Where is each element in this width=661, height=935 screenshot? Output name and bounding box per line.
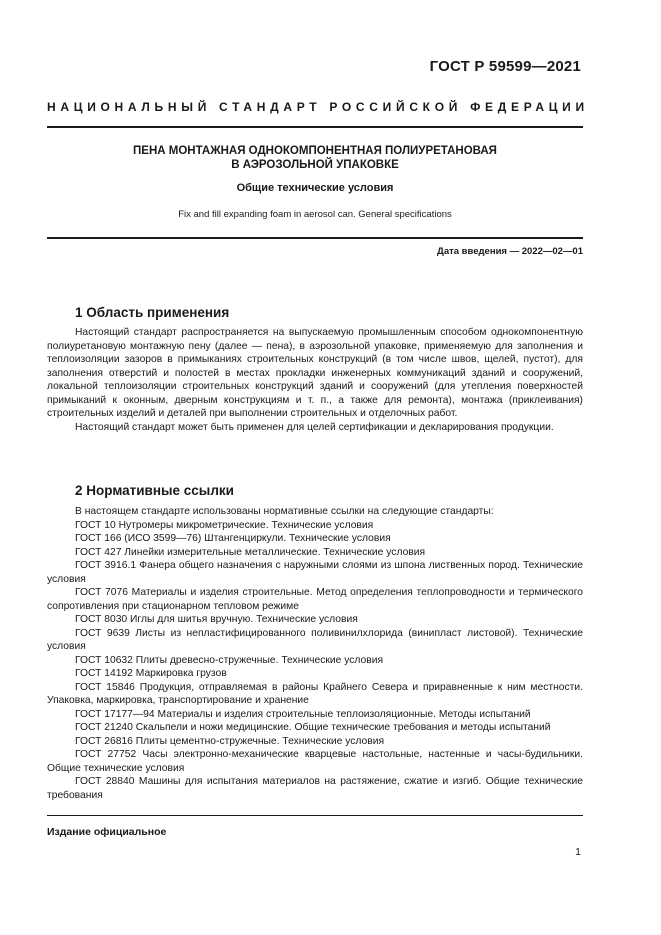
reference-item: ГОСТ 10632 Плиты древесно-стружечные. Технические условия	[75, 654, 384, 666]
middle-divider	[47, 237, 583, 239]
english-title: Fix and fill expanding foam in aerosol can. General specifications	[178, 209, 452, 220]
reference-item: ГОСТ 427 Линейки измерительные металлические. Технические условия	[75, 546, 426, 558]
reference-item: ГОСТ 10 Нутромеры микрометрические. Технические условия	[75, 519, 374, 531]
reference-item: ГОСТ 26816 Плиты цементно-стружечные. Технические условия	[75, 735, 385, 747]
section-2-heading: 2 Нормативные ссылки	[75, 483, 234, 498]
title-line-2: В АЭРОЗОЛЬНОЙ УПАКОВКЕ	[231, 159, 399, 171]
section-2-body	[47, 505, 583, 802]
section-1-heading: 1 Область применения	[75, 305, 230, 320]
document-number: ГОСТ Р 59599—2021	[429, 58, 581, 75]
reference-item: ГОСТ 17177—94 Материалы и изделия строительные теплоизоляционные. Методы испытаний	[75, 708, 531, 720]
document-title	[47, 144, 583, 172]
footer-divider	[47, 815, 583, 816]
reference-item: ГОСТ 166 (ИСО 3599—76) Штангенциркули. Технические условия	[75, 533, 391, 544]
reference-item: ГОСТ 14192 Маркировка грузов	[75, 668, 227, 679]
official-edition-label: Издание официальное	[47, 826, 167, 838]
top-divider	[47, 126, 583, 128]
reference-item: ГОСТ 15846 Продукция, отправляемая в районы Крайнего Севера и приравненные к ним местности. Упаковка, маркировка, транспортирование и хранение	[47, 681, 583, 706]
section-1-body	[47, 326, 583, 434]
reference-item: ГОСТ 3916.1 Фанера общего назначения с наружными слоями из шпона лиственных пород. Технические условия	[47, 560, 583, 585]
reference-item: ГОСТ 28840 Машины для испытания материалов на растяжение, сжатие и изгиб. Общие технические требования	[47, 776, 583, 801]
paragraph: Настоящий стандарт может быть применен для целей сертификации и декларирования продукции.	[75, 421, 554, 433]
document-subtitle: Общие технические условия	[236, 182, 394, 194]
reference-item: ГОСТ 8030 Иглы для шитья вручную. Технические условия	[75, 614, 358, 625]
page-number: 1	[575, 846, 581, 858]
paragraph: В настоящем стандарте использованы нормативные ссылки на следующие стандарты:	[75, 506, 494, 517]
national-standard-banner: НАЦИОНАЛЬНЫЙ СТАНДАРТ РОССИЙСКОЙ ФЕДЕРАЦИИ	[47, 100, 589, 114]
reference-item: ГОСТ 21240 Скальпели и ножи медицинские. Общие технические требования и методы испытаний	[75, 722, 551, 733]
reference-item: ГОСТ 27752 Часы электронно-механические кварцевые настольные, настенные и часы-будильники. Общие технические условия	[47, 749, 583, 774]
paragraph: Настоящий стандарт распространяется на выпускаемую промышленным способом однокомпонентную полиуретановую монтажную пену (далее — пена), в аэрозольной упаковке, применяемую для заполнения и теплоизоляции зазоров в примыканиях строительных конструкций (в том числе швов, щелей, пустот), для заполнения отверстий и полостей в местах прокладки инженерных коммуникаций зданий и сооружений, локальной теплоизоляции строительных конструкций зданий и сооружений (для утепления поверхностей примыканий к оконным, дверным конструкциям и т. п., а также для ремонта), монтажа (приклеивания) строительных изделий и деталей при выполнении строительных и отделочных работ.	[47, 327, 583, 419]
reference-item: ГОСТ 7076 Материалы и изделия строительные. Метод определения теплопроводности и термического сопротивления при стационарном тепловом режиме	[47, 587, 583, 612]
introduction-date: Дата введения — 2022—02—01	[437, 246, 583, 257]
reference-item: ГОСТ 9639 Листы из непластифицированного поливинилхлорида (винипласт листовой). Технические условия	[47, 627, 583, 652]
title-line-1: ПЕНА МОНТАЖНАЯ ОДНОКОМПОНЕНТНАЯ ПОЛИУРЕТАНОВАЯ	[133, 145, 497, 157]
